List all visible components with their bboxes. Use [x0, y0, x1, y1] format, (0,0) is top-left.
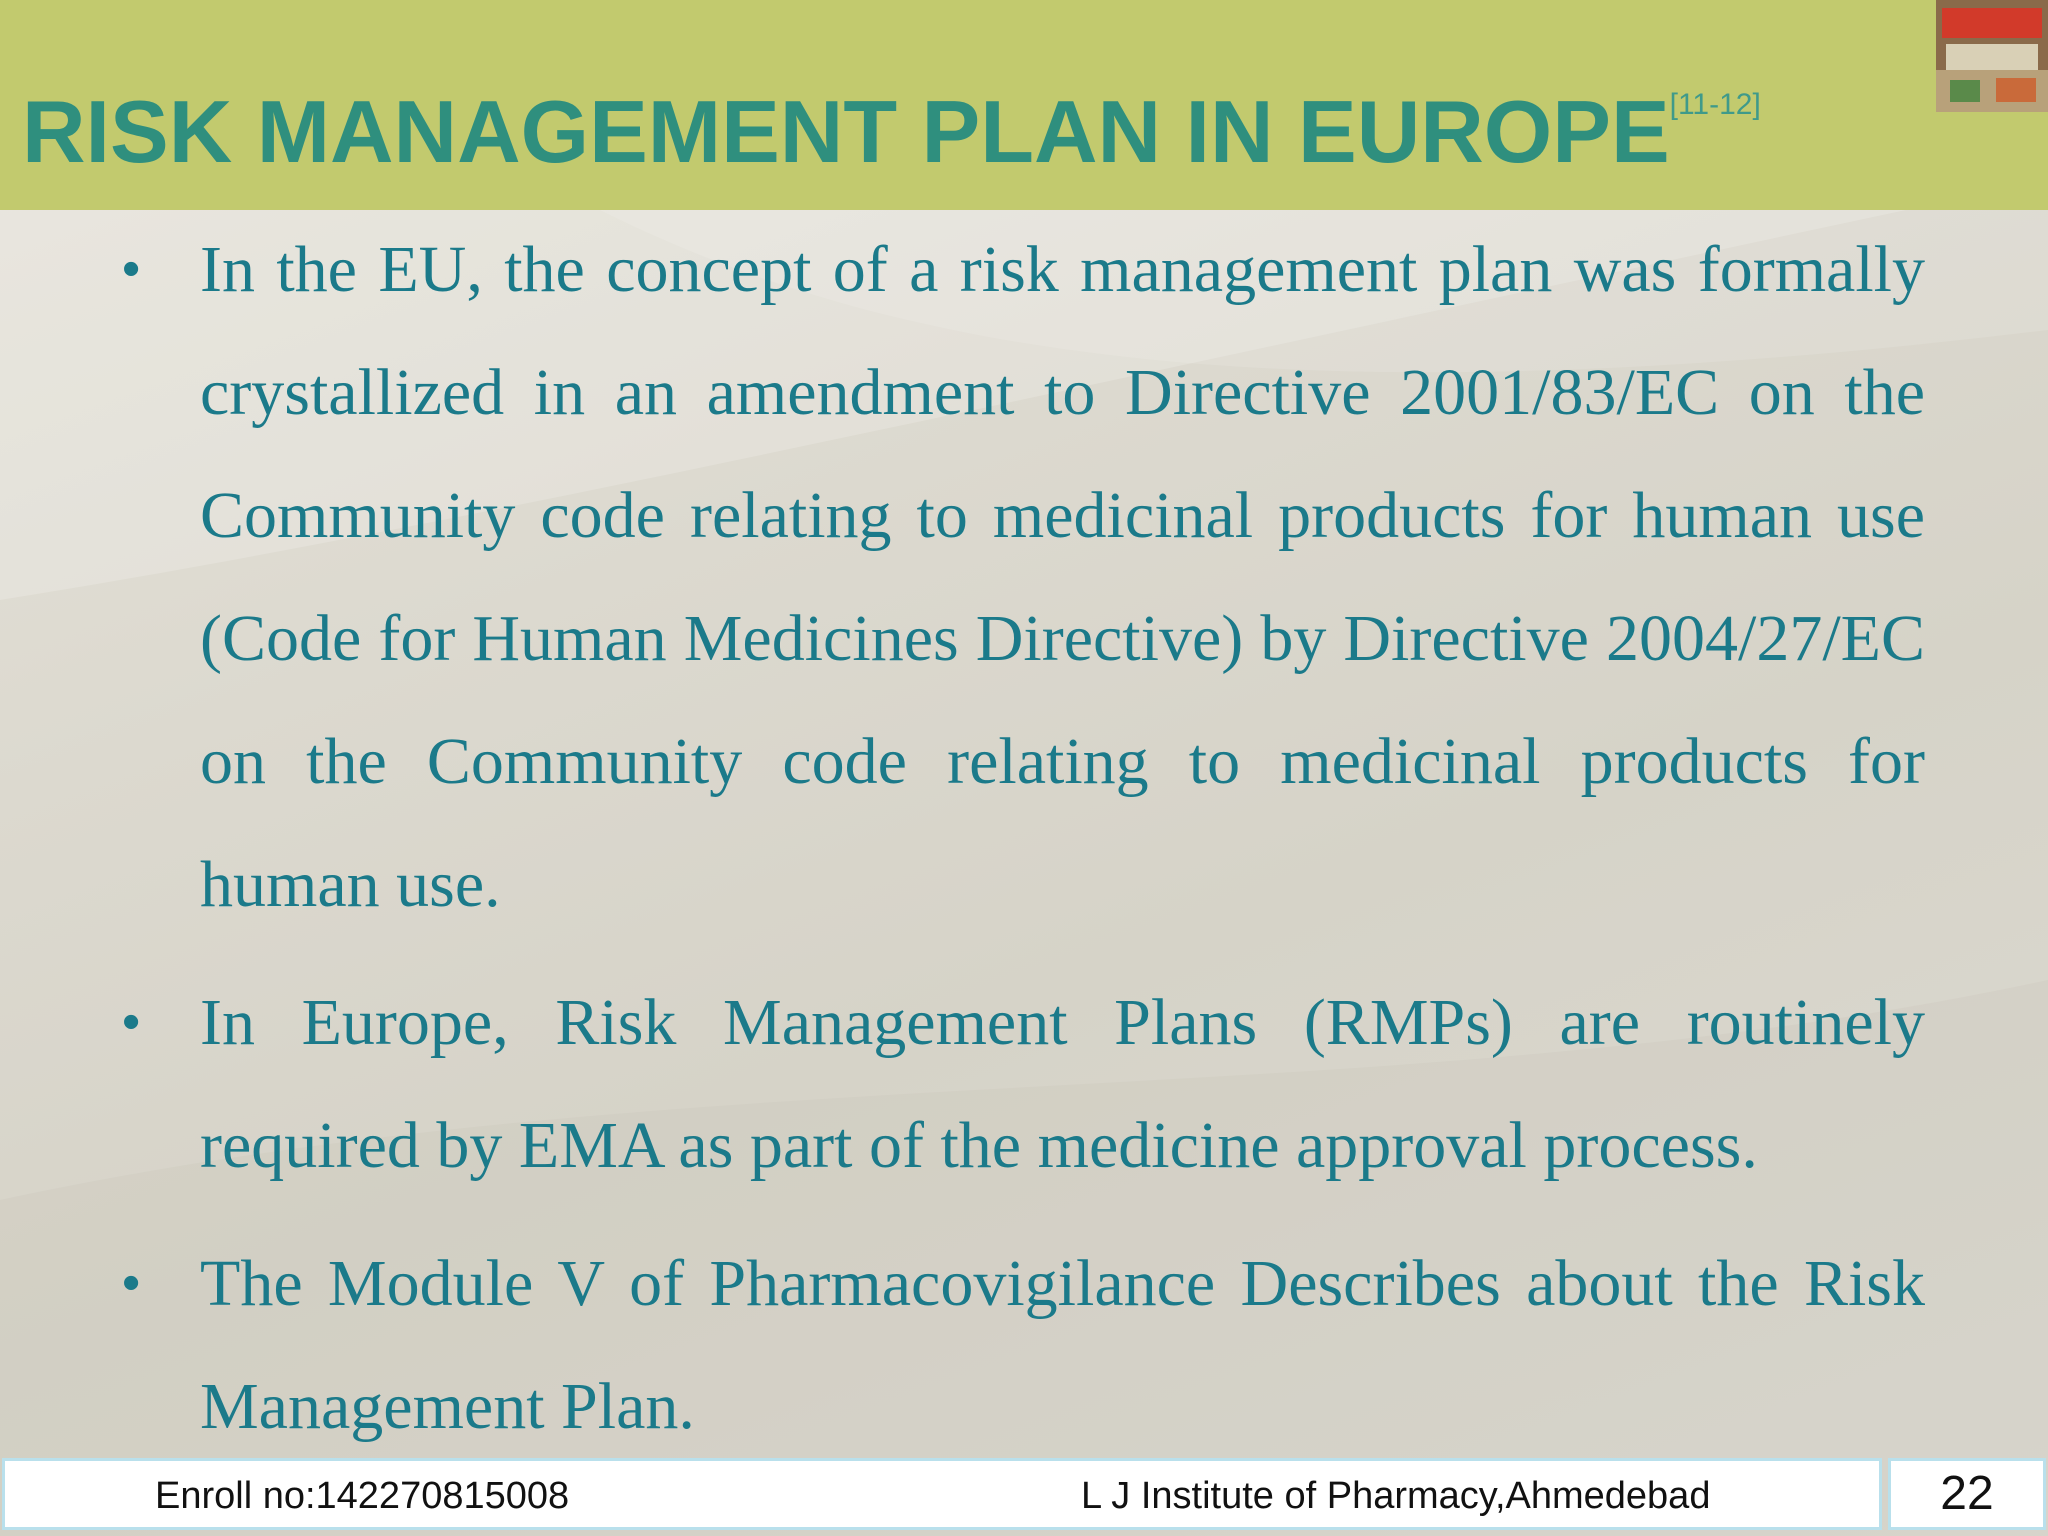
bullet-text: In the EU, the concept of a risk management plan was formally crystallized in an amendment to Directive 2001/83/EC on the Community code relating to medicinal products for human use (Code for Human Medicines Directive) by Directive 2004/27/EC on the Community code relating to medicinal products for human use.: [200, 233, 1925, 921]
slide-title: [22, 55, 1761, 182]
bullet-item: [110, 1222, 1925, 1468]
footer-institute: L J Institute of Pharmacy,Ahmedebad: [1081, 1475, 1711, 1517]
bullet-item: [110, 208, 1925, 946]
bullet-text: The Module V of Pharmacovigilance Describes about the Risk Management Plan.: [200, 1247, 1925, 1443]
slide-header: [0, 0, 2048, 210]
bullet-icon: •: [122, 993, 141, 1051]
page-number: 22: [1888, 1458, 2046, 1530]
bullet-text: In Europe, Risk Management Plans (RMPs) are routinely required by EMA as part of the medicine approval process.: [200, 986, 1925, 1182]
slide-title-text: RISK MANAGEMENT PLAN IN EUROPE: [22, 82, 1670, 181]
bullet-item: [110, 961, 1925, 1207]
risk-management-logo: [1936, 0, 2048, 112]
slide-body: [110, 208, 1925, 1483]
bullet-list: [110, 208, 1925, 1468]
bullet-icon: •: [122, 240, 141, 298]
footer-enroll-number: Enroll no:142270815008: [155, 1475, 570, 1517]
slide-footer: [0, 1456, 2048, 1536]
bullet-icon: •: [122, 1254, 141, 1312]
footer-info-box: [2, 1458, 1882, 1530]
title-reference: [11-12]: [1669, 88, 1761, 121]
